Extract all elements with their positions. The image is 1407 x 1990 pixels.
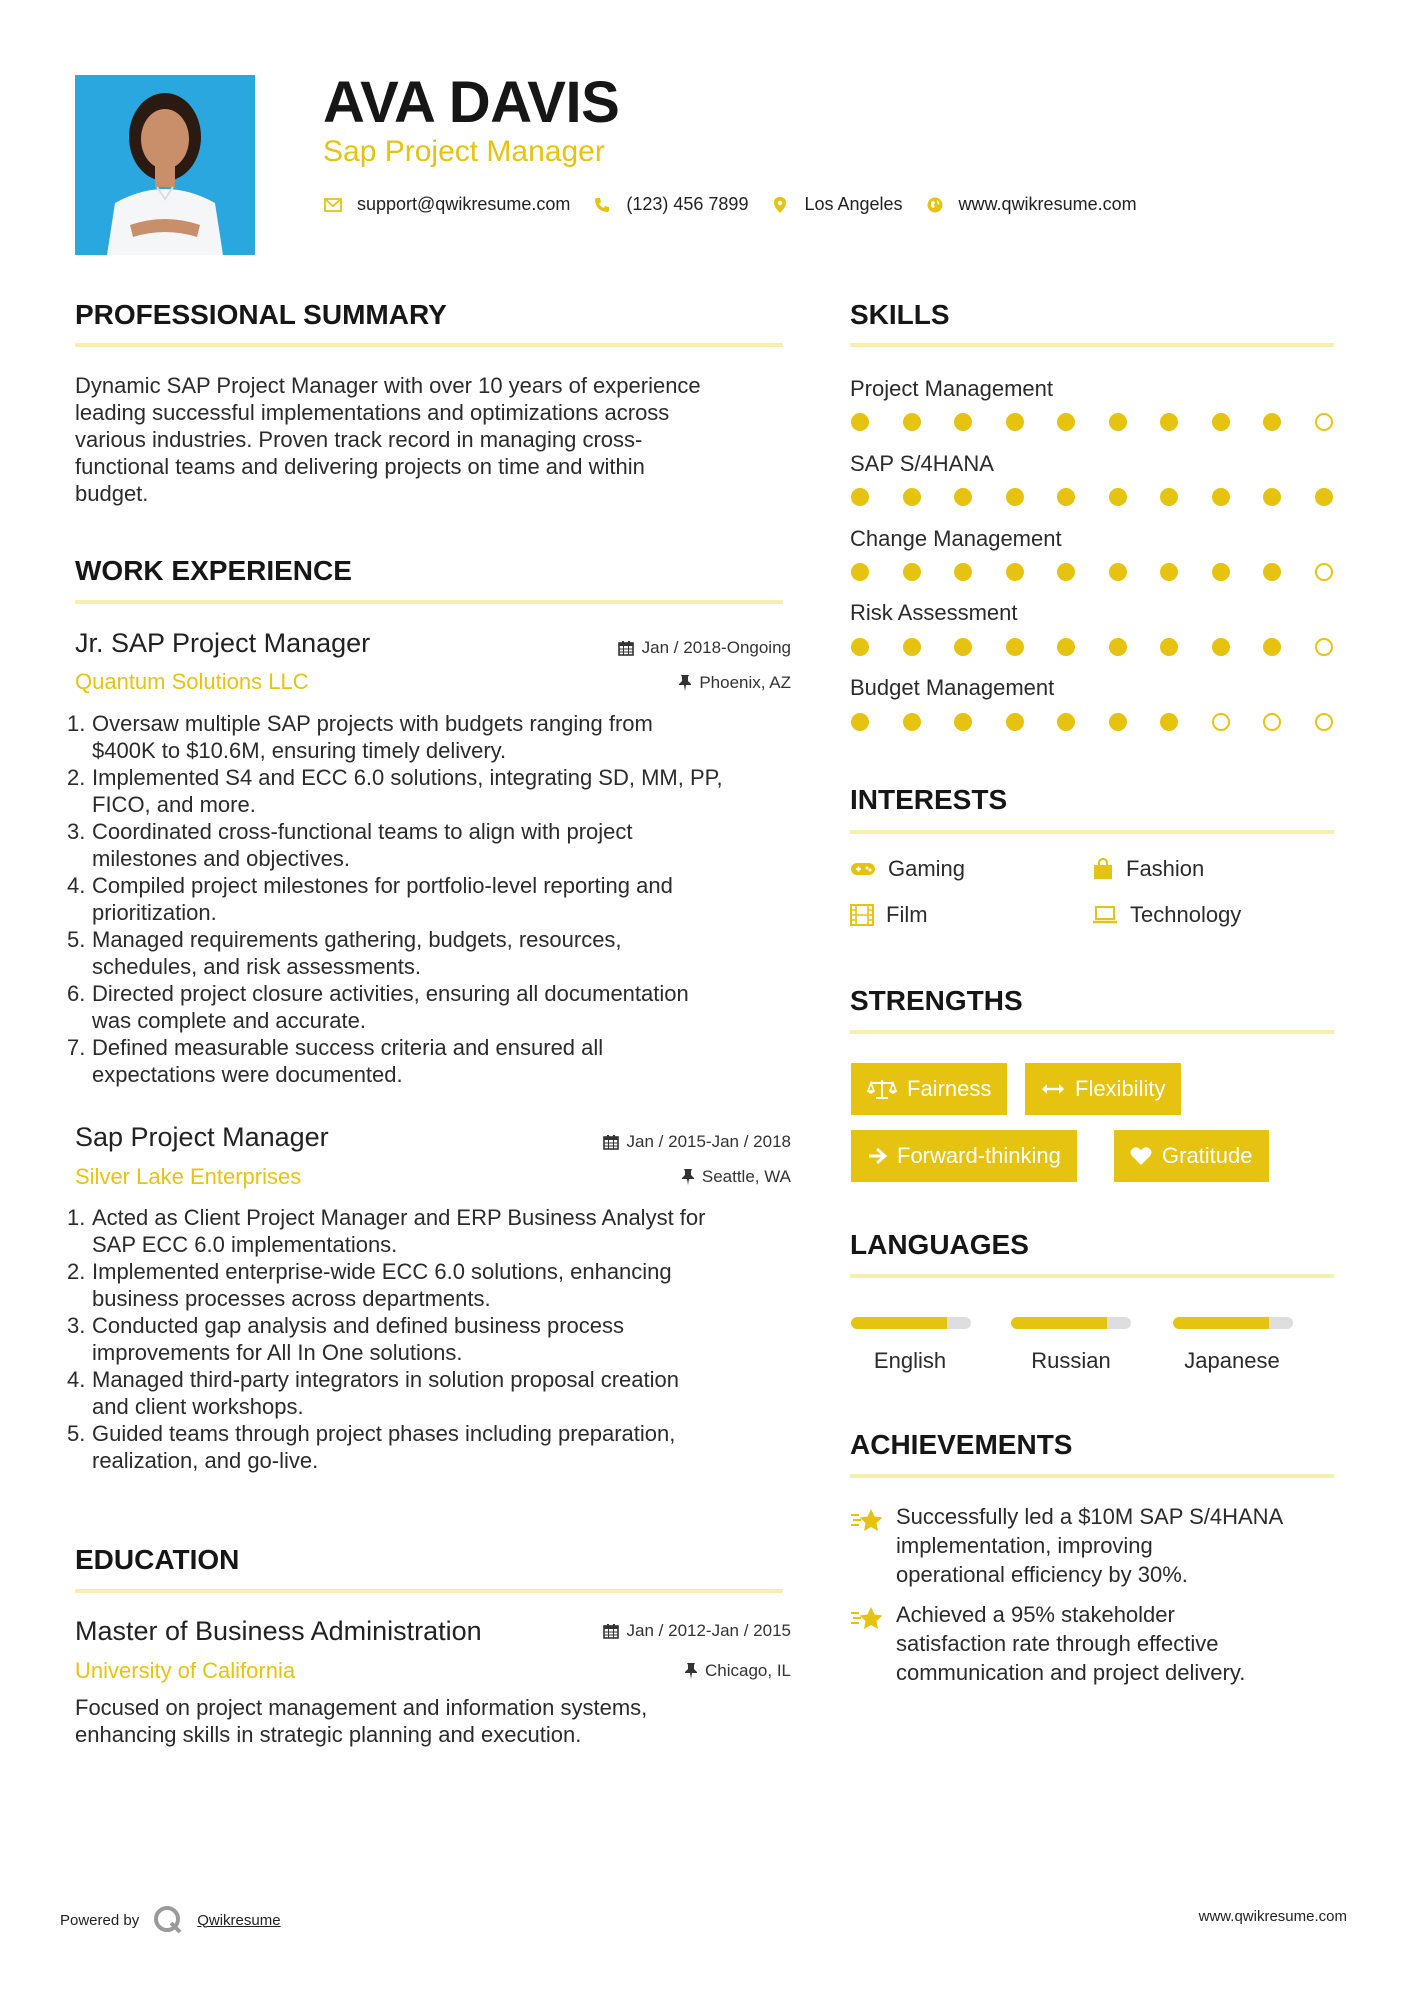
- achievement-line: implementation, improving: [896, 1533, 1153, 1558]
- list-item: 1. Acted as Client Project Manager and ERP Business Analyst for SAP ECC 6.0 implementations.: [67, 1204, 807, 1258]
- skill-dot: [1263, 563, 1281, 581]
- skill-name: Budget Management: [850, 675, 1055, 700]
- pushpin-icon: [685, 1663, 697, 1679]
- interest-item: [850, 858, 965, 880]
- list-item-line: milestones and objectives.: [92, 846, 351, 871]
- skill-dot: [1057, 563, 1075, 581]
- strength-label: Forward-thinking: [897, 1143, 1061, 1168]
- skill-dot: [851, 713, 869, 731]
- language-name: Japanese: [1184, 1348, 1280, 1373]
- list-item-line: was complete and accurate.: [92, 1008, 366, 1033]
- skill-rating: [851, 713, 1334, 733]
- skill-dot: [1006, 413, 1024, 431]
- experience-heading: WORK EXPERIENCE: [75, 555, 352, 586]
- strength-label: Flexibility: [1075, 1076, 1166, 1101]
- list-item-line: Managed requirements gathering, budgets, resources,: [92, 927, 622, 952]
- heart-icon: [1130, 1146, 1152, 1166]
- language-name: English: [873, 1348, 947, 1373]
- skill-name: Change Management: [850, 526, 1062, 551]
- skill-dot: [1212, 713, 1230, 731]
- strength-chip: [851, 1130, 1077, 1182]
- shooting-star-icon: [850, 1506, 886, 1536]
- list-item-line: and client workshops.: [92, 1394, 304, 1419]
- education-heading: EDUCATION: [75, 1544, 240, 1575]
- interests-heading: INTERESTS: [850, 784, 1008, 815]
- interest-label: Technology: [1130, 902, 1242, 927]
- languages-divider: [850, 1274, 1334, 1278]
- job-dates-text: Jan / 2018-Ongoing: [641, 638, 791, 657]
- skill-dot: [1057, 488, 1075, 506]
- list-item: 5. Managed requirements gathering, budgets, resources, schedules, and risk assessments.: [67, 926, 807, 980]
- job-company: Silver Lake Enterprises: [75, 1164, 302, 1189]
- list-item-line: expectations were documented.: [92, 1062, 403, 1087]
- list-item: 7. Defined measurable success criteria and ensured all expectations were documented.: [67, 1034, 807, 1088]
- skill-dot: [1109, 713, 1127, 731]
- skill-dot: [954, 563, 972, 581]
- job-location-text: Seattle, WA: [701, 1167, 791, 1186]
- skill-dot: [903, 713, 921, 731]
- job-dates: [618, 639, 791, 656]
- summary-divider: [75, 343, 783, 347]
- summary-line: budget.: [75, 481, 149, 506]
- degree: Master of Business Administration: [75, 1616, 482, 1646]
- job-location: [682, 1168, 791, 1185]
- contact-bar: [323, 194, 1159, 215]
- skill-name: SAP S/4HANA: [850, 451, 994, 476]
- education-divider: [75, 1589, 783, 1593]
- list-item-line: Coordinated cross-functional teams to align with project: [92, 819, 633, 844]
- interest-label: Gaming: [888, 856, 966, 881]
- list-item-line: realization, and go-live.: [92, 1448, 319, 1473]
- education-location: [685, 1662, 791, 1679]
- powered-by: [60, 1905, 281, 1935]
- achievement-line: satisfaction rate through effective: [896, 1631, 1219, 1656]
- pushpin-icon: [682, 1169, 694, 1185]
- language-level-bar: [851, 1317, 971, 1329]
- pushpin-icon: [679, 675, 691, 691]
- summary-text: [75, 372, 795, 507]
- list-item-line: Guided teams through project phases including preparation,: [92, 1421, 676, 1446]
- interest-label: Fashion: [1126, 856, 1205, 881]
- qwikresume-link[interactable]: Qwikresume: [197, 1911, 281, 1929]
- job-duties: [67, 1204, 807, 1474]
- summary-line: functional teams and delivering projects on time and within: [75, 454, 645, 479]
- achievement-line: Successfully led a $10M SAP S/4HANA: [896, 1504, 1284, 1529]
- skill-dot: [851, 563, 869, 581]
- list-item-line: improvements for All In One solutions.: [92, 1340, 463, 1365]
- skill-dot: [1212, 488, 1230, 506]
- list-item-line: business processes across departments.: [92, 1286, 491, 1311]
- skill-dot: [1160, 563, 1178, 581]
- list-item: 3. Coordinated cross-functional teams to align with project milestones and objectives.: [67, 818, 807, 872]
- achievement-line: Achieved a 95% stakeholder: [896, 1602, 1175, 1627]
- skill-dot: [1160, 638, 1178, 656]
- skill-dot: [954, 713, 972, 731]
- skill-dot: [851, 638, 869, 656]
- candidate-title: Sap Project Manager: [323, 135, 605, 168]
- strength-label: Gratitude: [1162, 1143, 1253, 1168]
- shopping-bag-icon: [1092, 858, 1114, 880]
- list-item-line: SAP ECC 6.0 implementations.: [92, 1232, 398, 1257]
- skill-dot: [903, 563, 921, 581]
- candidate-name: AVA DAVIS: [323, 70, 620, 135]
- strengths-divider: [850, 1030, 1334, 1034]
- skill-dot: [1006, 638, 1024, 656]
- languages-heading: LANGUAGES: [850, 1229, 1029, 1260]
- powered-by-label: Powered by: [60, 1911, 140, 1929]
- language-level-fill: [1011, 1317, 1107, 1329]
- education-text: [75, 1694, 795, 1748]
- job-duties: [67, 710, 807, 1088]
- shooting-star-icon: [850, 1604, 886, 1634]
- skill-dot: [1109, 563, 1127, 581]
- globe-icon: [925, 197, 945, 213]
- list-item: 2. Implemented S4 and ECC 6.0 solutions, integrating SD, MM, PP, FICO, and more.: [67, 764, 807, 818]
- qwikresume-logo-icon: [153, 1905, 183, 1935]
- interest-item: [1092, 904, 1241, 926]
- list-item-line: Compiled project milestones for portfolio-level reporting and: [92, 873, 673, 898]
- achievements-heading: ACHIEVEMENTS: [850, 1429, 1073, 1460]
- list-item-line: Acted as Client Project Manager and ERP Business Analyst for: [92, 1205, 706, 1230]
- list-item-line: Oversaw multiple SAP projects with budgets ranging from: [92, 711, 653, 736]
- list-item: 3. Conducted gap analysis and defined business process improvements for All In One solutions.: [67, 1312, 807, 1366]
- list-item-line: prioritization.: [92, 900, 217, 925]
- skill-dot: [1006, 563, 1024, 581]
- summary-line: various industries. Proven track record in managing cross-: [75, 427, 643, 452]
- job-dates: [603, 1133, 791, 1150]
- list-item-line: Implemented S4 and ECC 6.0 solutions, integrating SD, MM, PP,: [92, 765, 723, 790]
- achievement-text: [896, 1502, 1336, 1589]
- skill-dot: [851, 413, 869, 431]
- strength-label: Fairness: [907, 1076, 992, 1101]
- skill-dot: [1160, 488, 1178, 506]
- skill-dot: [1263, 488, 1281, 506]
- skill-dot: [903, 413, 921, 431]
- skill-dot: [1315, 413, 1333, 431]
- skill-dot: [903, 488, 921, 506]
- language-name: Russian: [1031, 1348, 1111, 1373]
- skill-dot: [1006, 713, 1024, 731]
- skill-dot: [1109, 638, 1127, 656]
- list-item-line: Managed third-party integrators in solution proposal creation: [92, 1367, 679, 1392]
- strength-chip: [1025, 1063, 1181, 1115]
- list-item-line: FICO, and more.: [92, 792, 256, 817]
- skill-dot: [903, 638, 921, 656]
- job-location-text: Phoenix, AZ: [699, 673, 791, 692]
- interest-item: [850, 904, 928, 926]
- skill-dot: [1315, 563, 1333, 581]
- location-pin-icon: [770, 197, 790, 213]
- skill-dot: [1315, 488, 1333, 506]
- arrow-right-icon: [867, 1147, 887, 1165]
- gamepad-icon: [850, 861, 876, 877]
- skill-dot: [1212, 563, 1230, 581]
- skill-dot: [954, 488, 972, 506]
- skill-dot: [1160, 713, 1178, 731]
- summary-heading: PROFESSIONAL SUMMARY: [75, 299, 447, 330]
- laptop-icon: [1092, 905, 1118, 925]
- language-level-bar: [1011, 1317, 1131, 1329]
- strengths-heading: STRENGTHS: [850, 985, 1023, 1016]
- list-item-line: Implemented enterprise-wide ECC 6.0 solutions, enhancing: [92, 1259, 672, 1284]
- email-icon: [323, 198, 343, 212]
- footer-url[interactable]: www.qwikresume.com: [1198, 1908, 1347, 1925]
- skill-dot: [1057, 413, 1075, 431]
- list-item: 1. Oversaw multiple SAP projects with budgets ranging from $400K to $10.6M, ensuring timely delivery.: [67, 710, 807, 764]
- skill-dot: [1212, 413, 1230, 431]
- job-role: Sap Project Manager: [75, 1122, 329, 1152]
- job-role: Jr. SAP Project Manager: [75, 628, 371, 658]
- achievement-line: operational efficiency by 30%.: [896, 1562, 1188, 1587]
- skills-divider: [850, 343, 1334, 347]
- language-level-bar: [1173, 1317, 1293, 1329]
- list-item: 5. Guided teams through project phases including preparation, realization, and go-live.: [67, 1420, 807, 1474]
- skill-dot: [1109, 488, 1127, 506]
- experience-divider: [75, 600, 783, 604]
- list-item-line: $400K to $10.6M, ensuring timely delivery.: [92, 738, 507, 763]
- skill-dot: [954, 413, 972, 431]
- skill-dot: [1109, 413, 1127, 431]
- calendar-icon: [603, 1134, 619, 1150]
- skill-dot: [1315, 713, 1333, 731]
- achievement-text: [896, 1600, 1336, 1687]
- film-icon: [850, 904, 874, 926]
- skill-dot: [1263, 413, 1281, 431]
- contact-location: Los Angeles: [804, 194, 903, 214]
- education-line: Focused on project management and information systems,: [75, 1695, 648, 1720]
- skill-dot: [1263, 638, 1281, 656]
- strength-chip: [1114, 1130, 1269, 1182]
- list-item: 6. Directed project closure activities, ensuring all documentation was complete and accurate.: [67, 980, 807, 1034]
- skills-heading: SKILLS: [850, 299, 950, 330]
- summary-line: Dynamic SAP Project Manager with over 10 years of experience: [75, 373, 701, 398]
- skill-dot: [1212, 638, 1230, 656]
- profile-photo: [75, 75, 255, 255]
- skill-rating: [851, 563, 1334, 583]
- balance-scale-icon: [867, 1078, 897, 1100]
- skill-rating: [851, 638, 1334, 658]
- skill-name: Risk Assessment: [850, 600, 1018, 625]
- language-level-fill: [1173, 1317, 1269, 1329]
- phone-icon: [592, 197, 612, 213]
- skill-dot: [1263, 713, 1281, 731]
- skill-rating: [851, 488, 1334, 508]
- arrows-horizontal-icon: [1041, 1082, 1065, 1096]
- interests-divider: [850, 830, 1334, 834]
- achievement-line: communication and project delivery.: [896, 1660, 1246, 1685]
- strength-chip: [851, 1063, 1007, 1115]
- contact-website[interactable]: www.qwikresume.com: [958, 194, 1137, 214]
- job-location: [679, 674, 791, 691]
- interest-label: Film: [886, 902, 928, 927]
- list-item: 4. Compiled project milestones for portfolio-level reporting and prioritization.: [67, 872, 807, 926]
- education-dates: [603, 1622, 791, 1639]
- list-item: 4. Managed third-party integrators in solution proposal creation and client workshops.: [67, 1366, 807, 1420]
- skill-dot: [1315, 638, 1333, 656]
- summary-line: leading successful implementations and optimizations across: [75, 400, 670, 425]
- skill-rating: [851, 413, 1334, 433]
- language-level-fill: [851, 1317, 947, 1329]
- list-item-line: Defined measurable success criteria and ensured all: [92, 1035, 604, 1060]
- calendar-icon: [618, 640, 634, 656]
- skill-dot: [1006, 488, 1024, 506]
- skill-name: Project Management: [850, 376, 1053, 401]
- skill-dot: [1160, 413, 1178, 431]
- skill-dot: [1057, 713, 1075, 731]
- education-location-text: Chicago, IL: [705, 1661, 791, 1680]
- education-line: enhancing skills in strategic planning and execution.: [75, 1722, 582, 1747]
- contact-email[interactable]: support@qwikresume.com: [357, 194, 571, 214]
- job-company: Quantum Solutions LLC: [75, 669, 309, 694]
- education-dates-text: Jan / 2012-Jan / 2015: [626, 1621, 791, 1640]
- calendar-icon: [603, 1623, 619, 1639]
- skill-dot: [851, 488, 869, 506]
- list-item: 2. Implemented enterprise-wide ECC 6.0 solutions, enhancing business processes across departments.: [67, 1258, 807, 1312]
- skill-dot: [1057, 638, 1075, 656]
- interest-item: [1092, 858, 1204, 880]
- list-item-line: Directed project closure activities, ensuring all documentation: [92, 981, 689, 1006]
- list-item-line: Conducted gap analysis and defined business process: [92, 1313, 625, 1338]
- achievements-divider: [850, 1474, 1334, 1478]
- list-item-line: schedules, and risk assessments.: [92, 954, 421, 979]
- school: University of California: [75, 1658, 296, 1683]
- contact-phone: (123) 456 7899: [626, 194, 749, 214]
- skill-dot: [954, 638, 972, 656]
- job-dates-text: Jan / 2015-Jan / 2018: [626, 1132, 791, 1151]
